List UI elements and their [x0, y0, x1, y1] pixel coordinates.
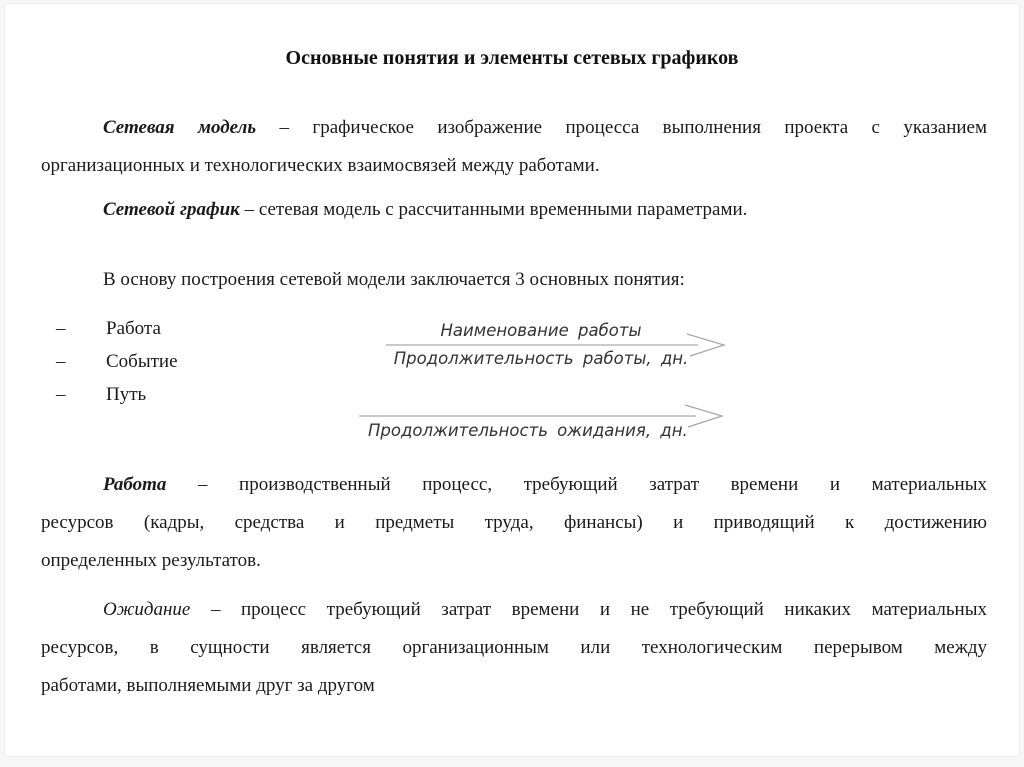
paragraph-line: организационных и технологических взаимосвязей между работами.: [41, 155, 600, 176]
dash-bullet-marker: –: [56, 318, 66, 339]
term-work: Работа: [103, 474, 167, 495]
bullet-label: Событие: [106, 351, 178, 372]
work-arrow-bottom-label: Продолжительность работы, дн.: [393, 349, 689, 368]
paragraph-line: ресурсов, в сущности является организационным или технологическим перерывом между: [41, 637, 987, 658]
paragraph-waiting: [41, 591, 987, 705]
term-waiting: Ожидание: [103, 599, 191, 620]
paragraph-work: [41, 466, 987, 580]
paragraph-line: определенных результатов.: [41, 550, 261, 571]
waiting-arrow-bottom-label: Продолжительность ожидания, дн.: [368, 421, 688, 440]
paragraph-network-schedule: [41, 191, 987, 229]
bullet-label: Путь: [106, 384, 147, 405]
term-network-schedule: Сетевой график: [103, 199, 240, 220]
paragraph-line: В основу построения сетевой модели заключается 3 основных понятия:: [103, 269, 685, 290]
bullet-list: [41, 312, 371, 411]
definition-text: – процесс требующий затрат времени и не требующий никаких материальных: [190, 599, 987, 620]
definition-text: – графическое изображение процесса выполнения проекта с указанием: [256, 117, 987, 138]
bullet-item-path: [41, 378, 371, 411]
bullet-item-work: [41, 312, 371, 345]
dash-bullet-marker: –: [56, 351, 66, 372]
work-arrow-top-label: Наименование работы: [440, 321, 642, 340]
dash-bullet-marker: –: [56, 384, 66, 405]
paragraph-line: ресурсов (кадры, средства и предметы труда, финансы) и приводящий к достижению: [41, 512, 987, 533]
paragraph-line: [41, 191, 987, 229]
paragraph-line: [41, 109, 987, 147]
paragraph-intro: [41, 261, 987, 299]
bullet-item-event: [41, 345, 371, 378]
paragraph-network-model: [41, 109, 987, 185]
slide: [4, 3, 1020, 757]
paragraph-line: работами, выполняемыми друг за другом: [41, 675, 375, 696]
paragraph-line: [41, 466, 987, 504]
term-network-model: Сетевая модель: [103, 117, 257, 138]
paragraph-line: [41, 591, 987, 629]
slide-title: Основные понятия и элементы сетевых графиков: [285, 47, 739, 69]
bullet-label: Работа: [106, 318, 161, 339]
definition-text: – производственный процесс, требующий затрат времени и материальных: [166, 474, 987, 495]
definition-text: – сетевая модель с рассчитанными временными параметрами.: [239, 199, 748, 220]
